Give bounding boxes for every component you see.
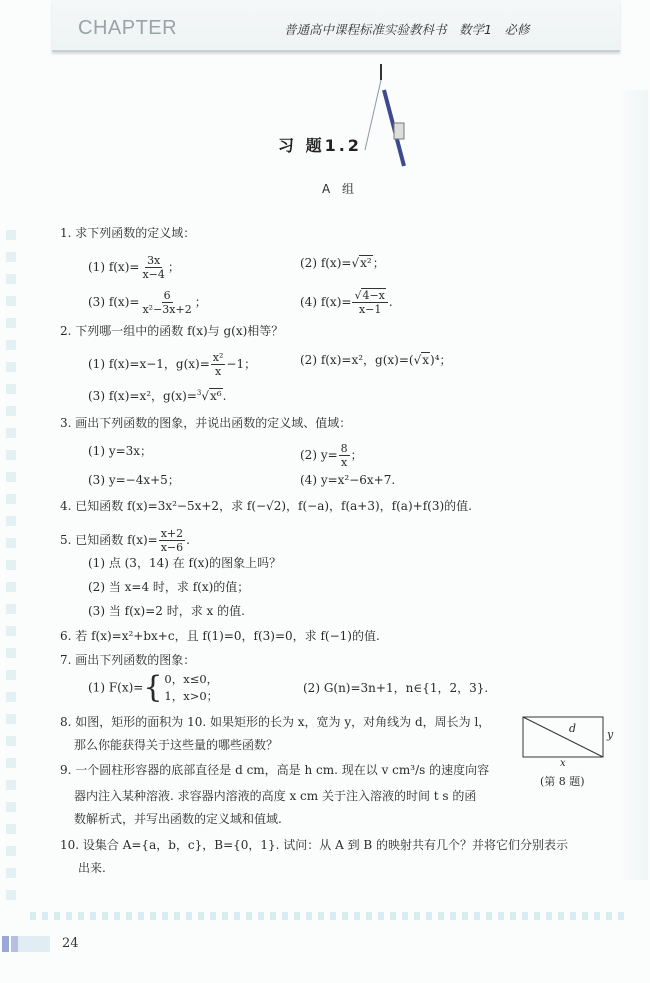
- question-8-line-1: 8. 如图，矩形的面积为 10. 如果矩形的长为 x，宽为 y，对角线为 d，周长为 l，: [60, 715, 491, 729]
- page-header: [52, 0, 620, 52]
- rectangle-diagonal-drawing: [522, 716, 606, 762]
- question-5-part-2: (2) 当 x=4 时，求 f(x)的值；: [88, 580, 250, 594]
- page-number: 24: [62, 936, 79, 951]
- question-5-part-1: (1) 点 (3，14) 在 f(x)的图象上吗？: [88, 556, 282, 570]
- question-9-line-1: 9. 一个圆柱形容器的底部直径是 d cm，高是 h cm. 现在以 v cm³/s 的速度向容: [60, 763, 490, 777]
- question-4: 4. 已知函数 f(x)=3x²−5x+2，求 f(−√2)，f(−a)，f(a+3)，f(a)+f(3)的值.: [60, 499, 472, 513]
- question-1-part-2: (2) f(x)=√x²；: [300, 256, 385, 270]
- group-heading: A 组: [322, 182, 359, 196]
- question-3-part-1: (1) y=3x；: [88, 444, 153, 458]
- page-number-bar: [2, 936, 50, 952]
- left-margin-decoration: [6, 230, 16, 910]
- question-2-part-1: (1) f(x)=x−1，g(x)= $\frac{\text{x²}}{x}$ −1；: [88, 351, 257, 378]
- question-1-part-3: (3) f(x)= $\frac{6}{\text{x²−3x+2}}$ ；: [88, 289, 207, 316]
- question-7-part-1: (1) F(x)= { 0，x≤0， 1，x>0；: [88, 670, 219, 705]
- compass-icon: [355, 60, 415, 170]
- question-9-line-3: 数解析式，并写出函数的定义域和值域.: [74, 812, 282, 826]
- margin-decoration: [620, 90, 648, 880]
- question-1-part-1: (1) f(x)= $\frac{3x}{x-4}$ ；: [88, 254, 180, 281]
- question-10-line-2: 出来.: [78, 861, 106, 875]
- figure-caption: (第 8 题): [540, 775, 585, 788]
- question-3-part-4: (4) y=x²−6x+7.: [300, 473, 396, 487]
- question-8-line-2: 那么你能获得关于这些量的哪些函数？: [74, 738, 279, 752]
- question-1: 1. 求下列函数的定义域：: [60, 226, 196, 240]
- label-x: x: [560, 758, 566, 769]
- question-2: 2. 下列哪一组中的函数 f(x)与 g(x)相等？: [60, 324, 284, 338]
- footer-decoration: [30, 912, 625, 920]
- question-3-part-3: (3) y=−4x+5；: [88, 473, 180, 487]
- question-1-part-4: (4) f(x)= $\frac{√4-x}{x-1}$ .: [300, 289, 393, 316]
- question-7: 7. 画出下列函数的图象：: [60, 653, 196, 667]
- book-title: 普通高中课程标准实验教科书 数学1 必修: [284, 22, 530, 37]
- label-y: y: [607, 728, 614, 741]
- question-2-part-3: (3) f(x)=x²，g(x)=$^3$√x⁶.: [88, 389, 227, 403]
- question-6: 6. 若 f(x)=x²+bx+c，且 f(1)=0，f(3)=0，求 f(−1)的值.: [60, 629, 380, 643]
- exercise-title: 习 题1.2: [278, 136, 362, 155]
- question-2-part-2: (2) f(x)=x²，g(x)=(√x)⁴；: [300, 353, 452, 367]
- question-5: 5. 已知函数 f(x)= $\frac{x+2}{x-6}$ .: [60, 527, 190, 554]
- question-7-part-2: (2) G(n)=3n+1，n∈{1，2，3}.: [303, 681, 489, 695]
- question-3: 3. 画出下列函数的图象，并说出函数的定义域、值域：: [60, 416, 352, 430]
- question-9-line-2: 器内注入某种溶液. 求容器内溶液的高度 x cm 关于注入溶液的时间 t s 的函: [74, 789, 477, 803]
- rectangle-figure: [522, 716, 614, 769]
- chapter-label: CHAPTER: [78, 17, 178, 39]
- label-d: d: [569, 722, 577, 735]
- question-10-line-1: 10. 设集合 A={a，b，c}，B={0，1}. 试问：从 A 到 B 的映射共有几个？并将它们分别表示: [60, 838, 569, 852]
- question-3-part-2: (2) y= $\frac{8}{x}$ ；: [300, 442, 363, 469]
- question-5-part-3: (3) 当 f(x)=2 时，求 x 的值.: [88, 604, 245, 618]
